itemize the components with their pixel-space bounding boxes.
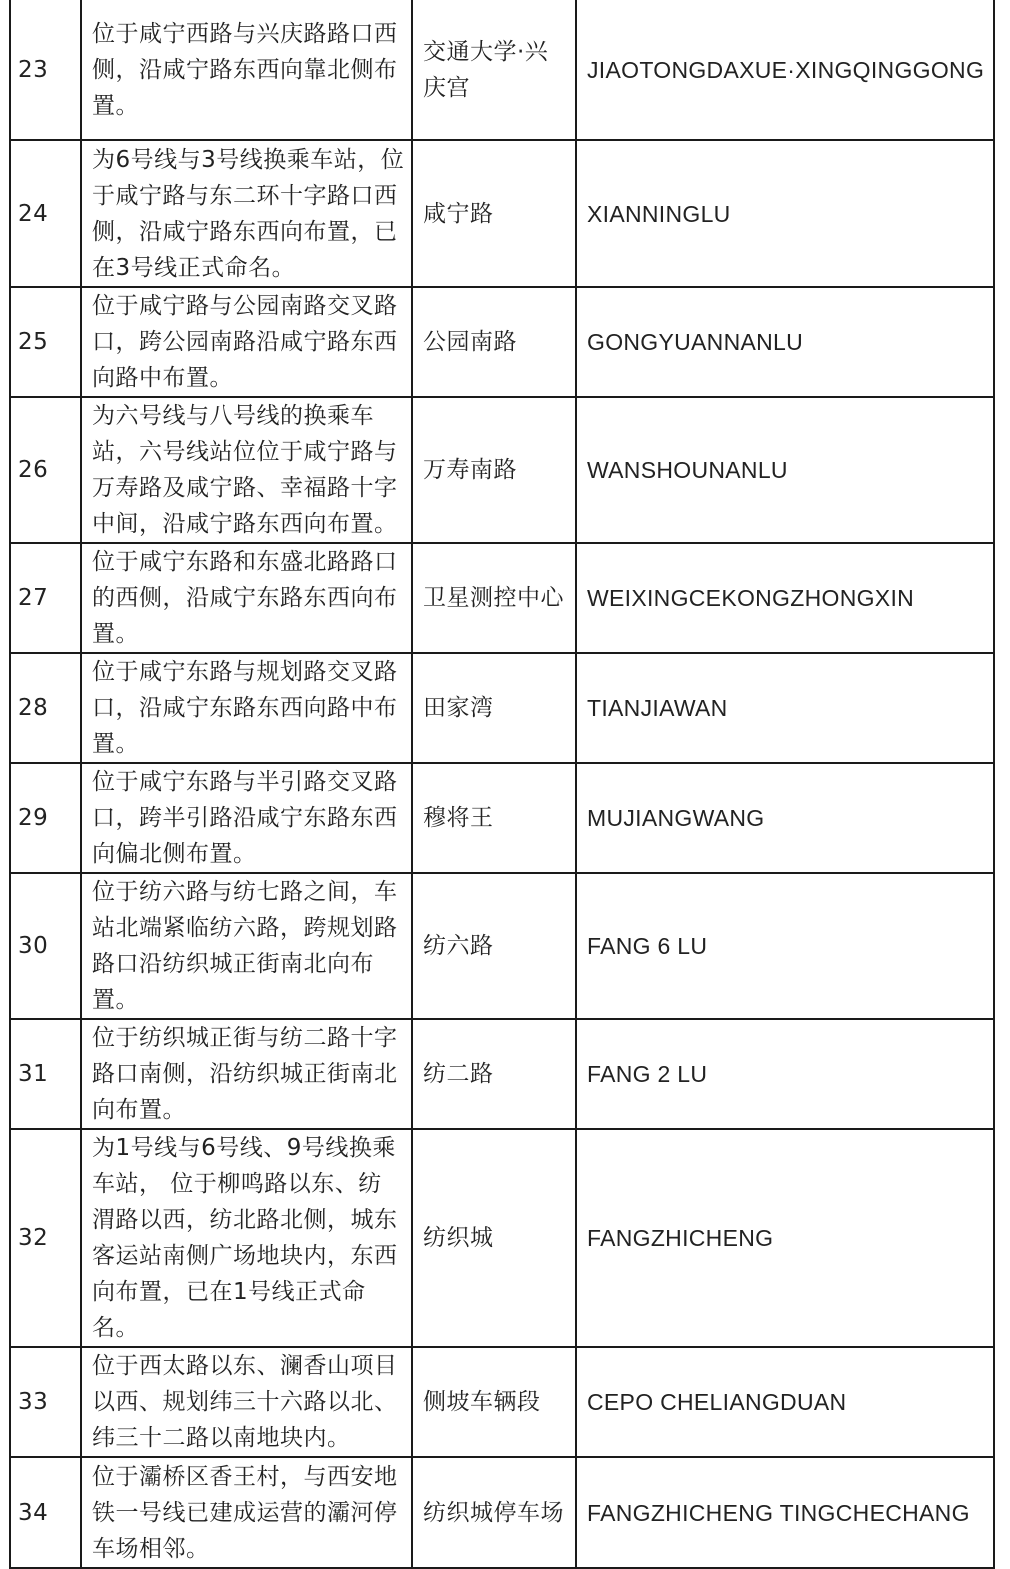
station-name-cell: 穆将王 bbox=[412, 763, 576, 873]
station-pinyin-cell: FANG 6 LU bbox=[576, 873, 994, 1019]
station-name-cell: 纺织城停车场 bbox=[412, 1457, 576, 1568]
table-row bbox=[10, 397, 994, 543]
station-pinyin-cell: GONGYUANNANLU bbox=[576, 287, 994, 397]
station-table bbox=[9, 0, 995, 1569]
location-description-cell: 位于纺六路与纺七路之间，车站北端紧临纺六路，跨规划路路口沿纺织城正街南北向布置。 bbox=[81, 873, 412, 1019]
row-number-cell: 30 bbox=[10, 873, 81, 1019]
row-number-cell: 27 bbox=[10, 543, 81, 653]
station-pinyin-cell: WEIXINGCEKONGZHONGXIN bbox=[576, 543, 994, 653]
row-number-cell: 32 bbox=[10, 1129, 81, 1347]
location-description-cell: 位于纺织城正街与纺二路十字路口南侧，沿纺织城正街南北向布置。 bbox=[81, 1019, 412, 1129]
table-row bbox=[10, 1347, 994, 1457]
station-name-cell: 田家湾 bbox=[412, 653, 576, 763]
table-row bbox=[10, 1019, 994, 1129]
table-row bbox=[10, 763, 994, 873]
station-name-cell: 侧坡车辆段 bbox=[412, 1347, 576, 1457]
station-pinyin-cell: JIAOTONGDAXUE·XINGQINGGONG bbox=[576, 0, 994, 140]
location-description-cell: 为1号线与6号线、9号线换乘车站， 位于柳鸣路以东、纺渭路以西，纺北路北侧，城东客运站南侧广场地块内，东西向布置，已在1号线正式命名。 bbox=[81, 1129, 412, 1347]
station-name-cell: 纺六路 bbox=[412, 873, 576, 1019]
location-description-cell: 位于咸宁东路与规划路交叉路口，沿咸宁东路东西向路中布置。 bbox=[81, 653, 412, 763]
location-description-cell: 位于咸宁东路和东盛北路路口的西侧，沿咸宁东路东西向布置。 bbox=[81, 543, 412, 653]
table-row bbox=[10, 1129, 994, 1347]
location-description-cell: 位于西太路以东、澜香山项目以西、规划纬三十六路以北、纬三十二路以南地块内。 bbox=[81, 1347, 412, 1457]
station-pinyin-cell: WANSHOUNANLU bbox=[576, 397, 994, 543]
station-name-cell: 公园南路 bbox=[412, 287, 576, 397]
row-number-cell: 25 bbox=[10, 287, 81, 397]
table-row bbox=[10, 140, 994, 287]
table-row bbox=[10, 0, 994, 140]
row-number-cell: 24 bbox=[10, 140, 81, 287]
table-row bbox=[10, 873, 994, 1019]
station-pinyin-cell: MUJIANGWANG bbox=[576, 763, 994, 873]
row-number-cell: 33 bbox=[10, 1347, 81, 1457]
table-body bbox=[10, 0, 994, 1568]
station-pinyin-cell: TIANJIAWAN bbox=[576, 653, 994, 763]
table-row bbox=[10, 1457, 994, 1568]
station-pinyin-cell: XIANNINGLU bbox=[576, 140, 994, 287]
station-pinyin-cell: CEPO CHELIANGDUAN bbox=[576, 1347, 994, 1457]
location-description-cell: 位于灞桥区香王村，与西安地铁一号线已建成运营的灞河停车场相邻。 bbox=[81, 1457, 412, 1568]
station-pinyin-cell: FANGZHICHENG bbox=[576, 1129, 994, 1347]
location-description-cell: 位于咸宁东路与半引路交叉路口，跨半引路沿咸宁东路东西向偏北侧布置。 bbox=[81, 763, 412, 873]
station-name-cell: 万寿南路 bbox=[412, 397, 576, 543]
table-row bbox=[10, 543, 994, 653]
row-number-cell: 34 bbox=[10, 1457, 81, 1568]
table-row bbox=[10, 653, 994, 763]
location-description-cell: 为六号线与八号线的换乘车站，六号线站位位于咸宁路与万寿路及咸宁路、幸福路十字中间，沿咸宁路东西向布置。 bbox=[81, 397, 412, 543]
station-name-cell: 交通大学·兴庆宫 bbox=[412, 0, 576, 140]
location-description-cell: 为6号线与3号线换乘车站，位于咸宁路与东二环十字路口西侧，沿咸宁路东西向布置，已在3号线正式命名。 bbox=[81, 140, 412, 287]
table-row bbox=[10, 287, 994, 397]
station-name-cell: 卫星测控中心 bbox=[412, 543, 576, 653]
row-number-cell: 26 bbox=[10, 397, 81, 543]
row-number-cell: 31 bbox=[10, 1019, 81, 1129]
row-number-cell: 28 bbox=[10, 653, 81, 763]
row-number-cell: 29 bbox=[10, 763, 81, 873]
station-name-cell: 纺织城 bbox=[412, 1129, 576, 1347]
station-name-cell: 咸宁路 bbox=[412, 140, 576, 287]
station-name-cell: 纺二路 bbox=[412, 1019, 576, 1129]
station-pinyin-cell: FANGZHICHENG TINGCHECHANG bbox=[576, 1457, 994, 1568]
row-number-cell: 23 bbox=[10, 0, 81, 140]
location-description-cell: 位于咸宁西路与兴庆路路口西侧，沿咸宁路东西向靠北侧布置。 bbox=[81, 0, 412, 140]
location-description-cell: 位于咸宁路与公园南路交叉路口，跨公园南路沿咸宁路东西向路中布置。 bbox=[81, 287, 412, 397]
station-pinyin-cell: FANG 2 LU bbox=[576, 1019, 994, 1129]
